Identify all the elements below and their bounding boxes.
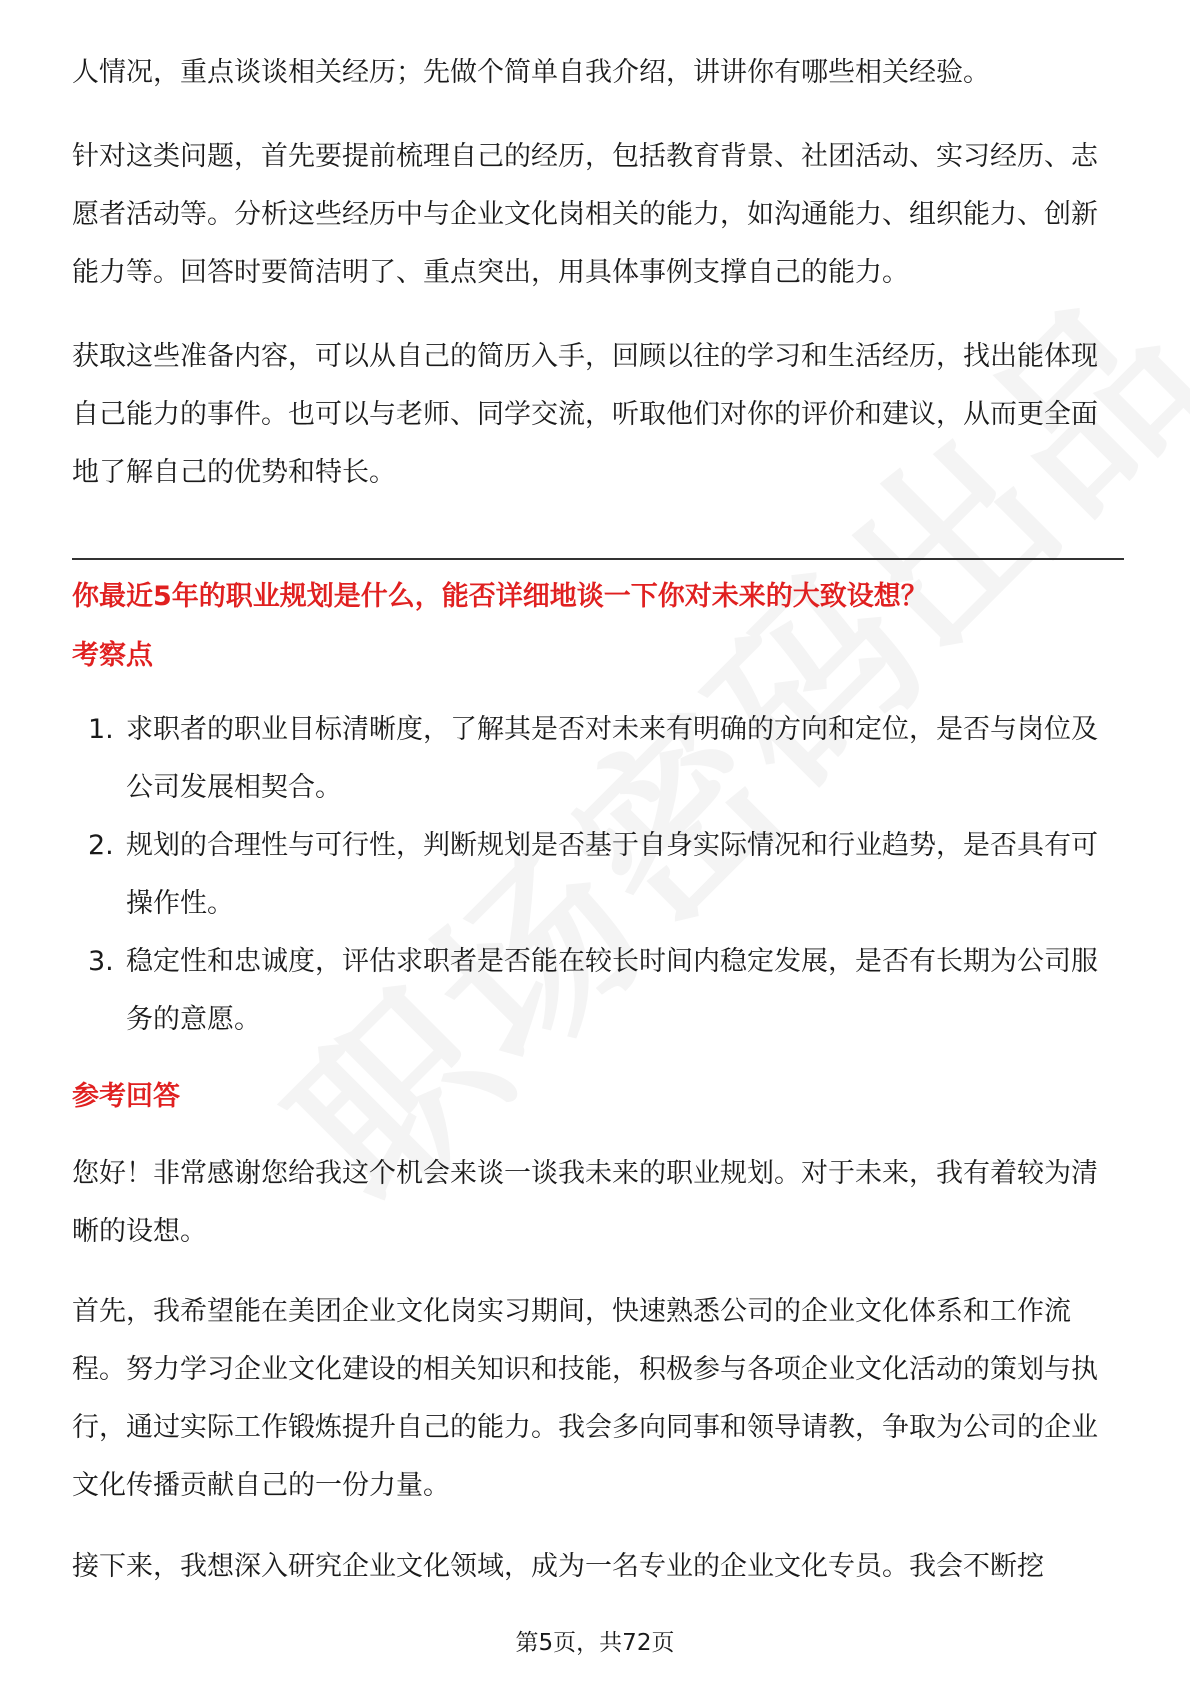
list-item-text: 规划的合理性与可行性，判断规划是否基于自身实际情况和行业趋势，是否具有可操作性。 [126, 830, 1098, 919]
paragraph-intro-tail: 人情况，重点谈谈相关经历；先做个简单自我介绍，讲讲你有哪些相关经验。 [72, 57, 990, 88]
section-heading-reference-answer: 参考回答 [72, 1081, 180, 1112]
paragraph-preparation-advice: 针对这类问题，首先要提前梳理自己的经历，包括教育背景、社团活动、实习经历、志愿者活动等。分析这些经历中与企业文化岗相关的能力，如沟通能力、组织能力、创新能力等。回答时要简洁明了、重点突出，用具体事例支撑自己的能力。 [72, 141, 1098, 288]
answer-paragraph-next: 接下来，我想深入研究企业文化领域，成为一名专业的企业文化专员。我会不断挖 [72, 1551, 1044, 1582]
list-item-text: 稳定性和忠诚度，评估求职者是否能在较长时间内稳定发展，是否有长期为公司服务的意愿。 [126, 946, 1098, 1035]
list-item-text: 求职者的职业目标清晰度，了解其是否对未来有明确的方向和定位，是否与岗位及公司发展相契合。 [126, 714, 1098, 803]
list-number: 1. [88, 714, 114, 745]
list-number: 3. [88, 946, 114, 977]
exam-points-list [72, 701, 1124, 1049]
answer-paragraph-first: 首先，我希望能在美团企业文化岗实习期间，快速熟悉公司的企业文化体系和工作流程。努力学习企业文化建设的相关知识和技能，积极参与各项企业文化活动的策划与执行，通过实际工作锻炼提升自己的能力。我会多向同事和领导请教，争取为公司的企业文化传播贡献自己的一份力量。 [72, 1296, 1098, 1501]
list-item [72, 933, 1124, 1049]
list-item [72, 701, 1124, 817]
list-item [72, 817, 1124, 933]
page-number-footer: 第5页，共72页 [515, 1630, 675, 1656]
section-heading-exam-points: 考察点 [72, 640, 153, 671]
list-number: 2. [88, 830, 114, 861]
answer-paragraph-greeting: 您好！非常感谢您给我这个机会来谈一谈我未来的职业规划。对于未来，我有着较为清晰的设想。 [72, 1158, 1098, 1247]
section-divider [72, 558, 1124, 560]
paragraph-preparation-sources: 获取这些准备内容，可以从自己的简历入手，回顾以往的学习和生活经历，找出能体现自己能力的事件。也可以与老师、同学交流，听取他们对你的评价和建议，从而更全面地了解自己的优势和特长。 [72, 341, 1098, 488]
interview-question: 你最近5年的职业规划是什么，能否详细地谈一下你对未来的大致设想？ [72, 581, 928, 612]
